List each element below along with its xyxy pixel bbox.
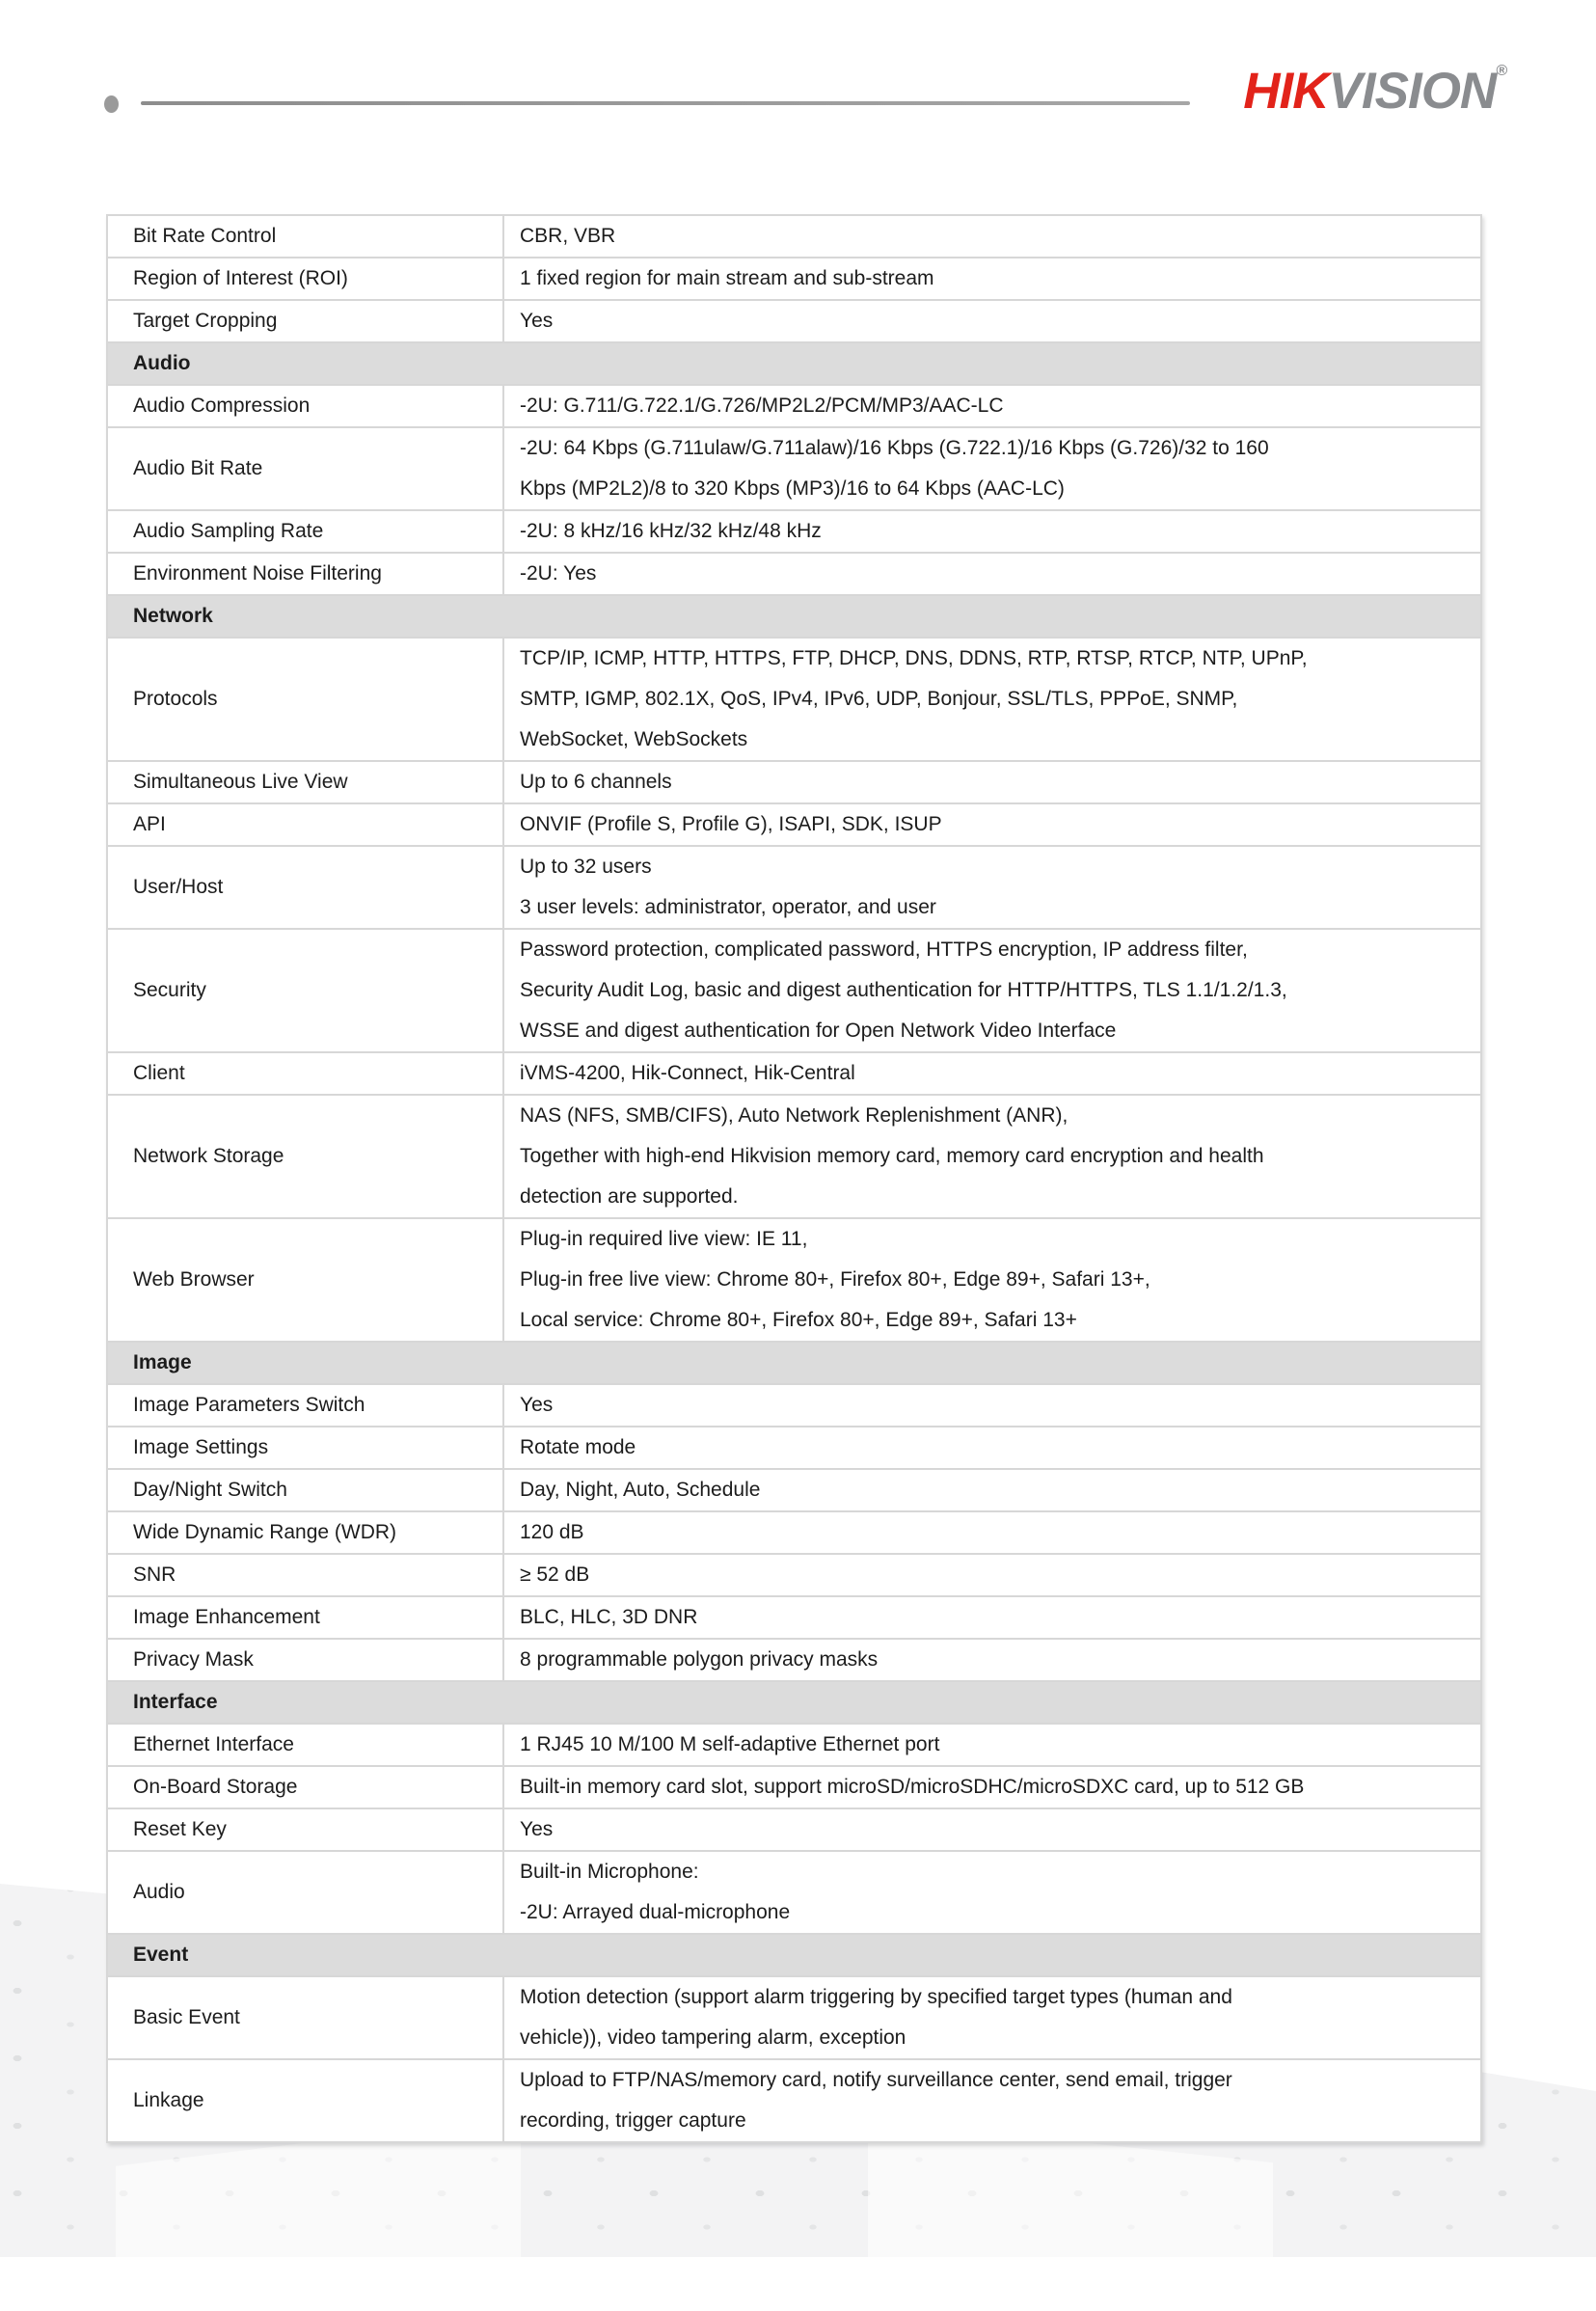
row-label xyxy=(108,258,504,299)
table-row xyxy=(108,1053,1480,1096)
row-label-text: Environment Noise Filtering xyxy=(133,562,382,585)
table-row xyxy=(108,1555,1480,1597)
table-row xyxy=(108,804,1480,847)
section-row xyxy=(108,1682,1480,1725)
row-value xyxy=(504,1640,1480,1680)
table-row xyxy=(108,216,1480,258)
row-value xyxy=(504,1977,1480,2058)
row-value xyxy=(504,386,1480,426)
row-label xyxy=(108,1555,504,1595)
logo-registered-mark: ® xyxy=(1496,63,1507,79)
row-value xyxy=(504,554,1480,594)
table-row xyxy=(108,1427,1480,1470)
row-value xyxy=(504,1385,1480,1426)
row-label xyxy=(108,639,504,760)
value-line: NAS (NFS, SMB/CIFS), Auto Network Replenishment (ANR), xyxy=(520,1104,1069,1127)
row-value xyxy=(504,511,1480,552)
value-line: TCP/IP, ICMP, HTTP, HTTPS, FTP, DHCP, DNS, DDNS, RTP, RTSP, RTCP, NTP, UPnP, xyxy=(520,647,1308,669)
row-value xyxy=(504,1555,1480,1595)
row-label-text: Target Cropping xyxy=(133,310,278,332)
header-rule xyxy=(141,101,1190,105)
value-line: CBR, VBR xyxy=(520,225,616,247)
table-row xyxy=(108,1219,1480,1343)
row-label-text: Day/Night Switch xyxy=(133,1479,287,1501)
value-line: Yes xyxy=(520,1394,554,1416)
value-line: Plug-in required live view: IE 11, xyxy=(520,1228,808,1250)
row-label-text: Audio Compression xyxy=(133,394,311,417)
value-line: iVMS-4200, Hik-Connect, Hik-Central xyxy=(520,1062,855,1084)
row-label-text: Simultaneous Live View xyxy=(133,771,348,793)
row-label-text: Web Browser xyxy=(133,1268,255,1291)
row-label xyxy=(108,216,504,257)
row-value xyxy=(504,1096,1480,1217)
table-row xyxy=(108,930,1480,1053)
table-row xyxy=(108,1096,1480,1219)
row-label-text: Bit Rate Control xyxy=(133,225,277,247)
row-label xyxy=(108,1640,504,1680)
value-line: 1 RJ45 10 M/100 M self-adaptive Ethernet port xyxy=(520,1733,940,1755)
table-row xyxy=(108,1640,1480,1682)
row-label-text: Privacy Mask xyxy=(133,1648,254,1671)
table-row xyxy=(108,1512,1480,1555)
row-label xyxy=(108,1977,504,2058)
value-line: WSSE and digest authentication for Open Network Video Interface xyxy=(520,1020,1117,1042)
row-label xyxy=(108,1096,504,1217)
row-value xyxy=(504,1512,1480,1553)
row-label xyxy=(108,2060,504,2141)
table-row xyxy=(108,301,1480,343)
row-label xyxy=(108,1427,504,1468)
row-value xyxy=(504,639,1480,760)
table-row xyxy=(108,1809,1480,1852)
value-line: -2U: 8 kHz/16 kHz/32 kHz/48 kHz xyxy=(520,520,822,542)
row-value xyxy=(504,804,1480,845)
row-label-text: Security xyxy=(133,979,206,1001)
row-label xyxy=(108,847,504,928)
row-label-text: Image Enhancement xyxy=(133,1606,320,1628)
row-value xyxy=(504,1427,1480,1468)
value-line: SMTP, IGMP, 802.1X, QoS, IPv4, IPv6, UDP, Bonjour, SSL/TLS, PPPoE, SNMP, xyxy=(520,688,1238,710)
table-row xyxy=(108,511,1480,554)
row-label-text: User/Host xyxy=(133,876,224,898)
section-label: Audio xyxy=(133,352,191,374)
value-line: -2U: Yes xyxy=(520,562,597,585)
row-label xyxy=(108,1219,504,1341)
hikvision-logo xyxy=(1243,63,1507,120)
row-value xyxy=(504,2060,1480,2141)
row-label xyxy=(108,428,504,509)
value-line: Built-in Microphone: xyxy=(520,1861,699,1883)
row-label xyxy=(108,301,504,341)
value-line: -2U: G.711/G.722.1/G.726/MP2L2/PCM/MP3/AAC-LC xyxy=(520,394,1004,417)
row-value xyxy=(504,1219,1480,1341)
value-line: Yes xyxy=(520,310,554,332)
section-label: Event xyxy=(133,1944,189,1966)
value-line: Rotate mode xyxy=(520,1436,636,1458)
value-line: Local service: Chrome 80+, Firefox 80+, Edge 89+, Safari 13+ xyxy=(520,1309,1077,1331)
value-line: Together with high-end Hikvision memory card, memory card encryption and health xyxy=(520,1145,1264,1167)
table-row xyxy=(108,1767,1480,1809)
value-line: ONVIF (Profile S, Profile G), ISAPI, SDK, ISUP xyxy=(520,813,942,835)
value-line: 1 fixed region for main stream and sub-stream xyxy=(520,267,934,289)
row-label-text: Reset Key xyxy=(133,1818,227,1840)
table-row xyxy=(108,2060,1480,2143)
logo-vision: VISION xyxy=(1328,63,1497,120)
value-line: Yes xyxy=(520,1818,554,1840)
row-value xyxy=(504,1725,1480,1765)
value-line: 120 dB xyxy=(520,1521,584,1543)
table-row xyxy=(108,554,1480,596)
row-label xyxy=(108,1385,504,1426)
table-row xyxy=(108,762,1480,804)
row-value xyxy=(504,762,1480,802)
value-line: Kbps (MP2L2)/8 to 320 Kbps (MP3)/16 to 64 Kbps (AAC-LC) xyxy=(520,477,1065,500)
spec-table xyxy=(106,214,1482,2143)
section-label: Interface xyxy=(133,1691,218,1713)
row-label xyxy=(108,1725,504,1765)
row-value xyxy=(504,1470,1480,1510)
section-row xyxy=(108,596,1480,639)
value-line: -2U: Arrayed dual-microphone xyxy=(520,1901,791,1923)
row-label xyxy=(108,1809,504,1850)
value-line: WebSocket, WebSockets xyxy=(520,728,748,750)
row-label xyxy=(108,1053,504,1094)
section-row xyxy=(108,1935,1480,1977)
row-label-text: Wide Dynamic Range (WDR) xyxy=(133,1521,397,1543)
table-row xyxy=(108,847,1480,930)
row-label xyxy=(108,1470,504,1510)
value-line: BLC, HLC, 3D DNR xyxy=(520,1606,698,1628)
texture-chevron xyxy=(116,2116,521,2311)
table-row xyxy=(108,1852,1480,1935)
value-line: Day, Night, Auto, Schedule xyxy=(520,1479,761,1501)
row-label xyxy=(108,1597,504,1638)
row-label-text: Audio Sampling Rate xyxy=(133,520,324,542)
value-line: 3 user levels: administrator, operator, and user xyxy=(520,896,936,918)
row-value xyxy=(504,1852,1480,1933)
row-label xyxy=(108,804,504,845)
row-label-text: On-Board Storage xyxy=(133,1776,298,1798)
row-label xyxy=(108,386,504,426)
row-label xyxy=(108,554,504,594)
value-line: detection are supported. xyxy=(520,1185,739,1208)
row-label-text: Region of Interest (ROI) xyxy=(133,267,348,289)
row-label-text: Linkage xyxy=(133,2089,204,2111)
row-value xyxy=(504,1809,1480,1850)
table-row xyxy=(108,1385,1480,1427)
row-label-text: Basic Event xyxy=(133,2006,240,2028)
row-value xyxy=(504,258,1480,299)
row-value xyxy=(504,1053,1480,1094)
row-value xyxy=(504,1767,1480,1808)
texture-chevron xyxy=(868,2120,1273,2307)
row-value xyxy=(504,301,1480,341)
section-label: Network xyxy=(133,605,213,627)
logo-hik: HIK xyxy=(1243,63,1329,120)
table-row xyxy=(108,1597,1480,1640)
row-label xyxy=(108,511,504,552)
row-label xyxy=(108,1852,504,1933)
row-label-text: Audio xyxy=(133,1881,185,1903)
value-line: Up to 32 users xyxy=(520,856,652,878)
table-row xyxy=(108,428,1480,511)
row-label xyxy=(108,762,504,802)
section-row xyxy=(108,343,1480,386)
table-row xyxy=(108,258,1480,301)
row-value xyxy=(504,847,1480,928)
row-label-text: SNR xyxy=(133,1563,176,1586)
value-line: recording, trigger capture xyxy=(520,2109,746,2132)
value-line: Security Audit Log, basic and digest authentication for HTTP/HTTPS, TLS 1.1/1.2/1.3, xyxy=(520,979,1287,1001)
value-line: vehicle)), video tampering alarm, exception xyxy=(520,2026,906,2049)
table-row xyxy=(108,1977,1480,2060)
value-line: Password protection, complicated password, HTTPS encryption, IP address filter, xyxy=(520,938,1248,961)
value-line: ≥ 52 dB xyxy=(520,1563,590,1586)
table-row xyxy=(108,1470,1480,1512)
row-value xyxy=(504,216,1480,257)
row-label-text: Audio Bit Rate xyxy=(133,457,263,479)
value-line: Plug-in free live view: Chrome 80+, Firefox 80+, Edge 89+, Safari 13+, xyxy=(520,1268,1150,1291)
row-label-text: Ethernet Interface xyxy=(133,1733,294,1755)
row-label-text: Client xyxy=(133,1062,185,1084)
section-label: Image xyxy=(133,1351,192,1373)
row-label xyxy=(108,930,504,1051)
row-value xyxy=(504,428,1480,509)
row-label-text: Protocols xyxy=(133,688,218,710)
row-value xyxy=(504,930,1480,1051)
row-label-text: Image Parameters Switch xyxy=(133,1394,365,1416)
row-label-text: API xyxy=(133,813,166,835)
value-line: 8 programmable polygon privacy masks xyxy=(520,1648,879,1671)
table-row xyxy=(108,1725,1480,1767)
table-row xyxy=(108,639,1480,762)
value-line: Built-in memory card slot, support microSD/microSDHC/microSDXC card, up to 512 GB xyxy=(520,1776,1305,1798)
row-label xyxy=(108,1512,504,1553)
header-dot xyxy=(104,95,119,113)
value-line: Up to 6 channels xyxy=(520,771,672,793)
table-row xyxy=(108,386,1480,428)
row-value xyxy=(504,1597,1480,1638)
value-line: -2U: 64 Kbps (G.711ulaw/G.711alaw)/16 Kbps (G.722.1)/16 Kbps (G.726)/32 to 160 xyxy=(520,437,1269,459)
section-row xyxy=(108,1343,1480,1385)
value-line: Motion detection (support alarm triggering by specified target types (human and xyxy=(520,1986,1232,2008)
row-label xyxy=(108,1767,504,1808)
row-label-text: Network Storage xyxy=(133,1145,284,1167)
row-label-text: Image Settings xyxy=(133,1436,269,1458)
value-line: Upload to FTP/NAS/memory card, notify surveillance center, send email, trigger xyxy=(520,2069,1232,2091)
